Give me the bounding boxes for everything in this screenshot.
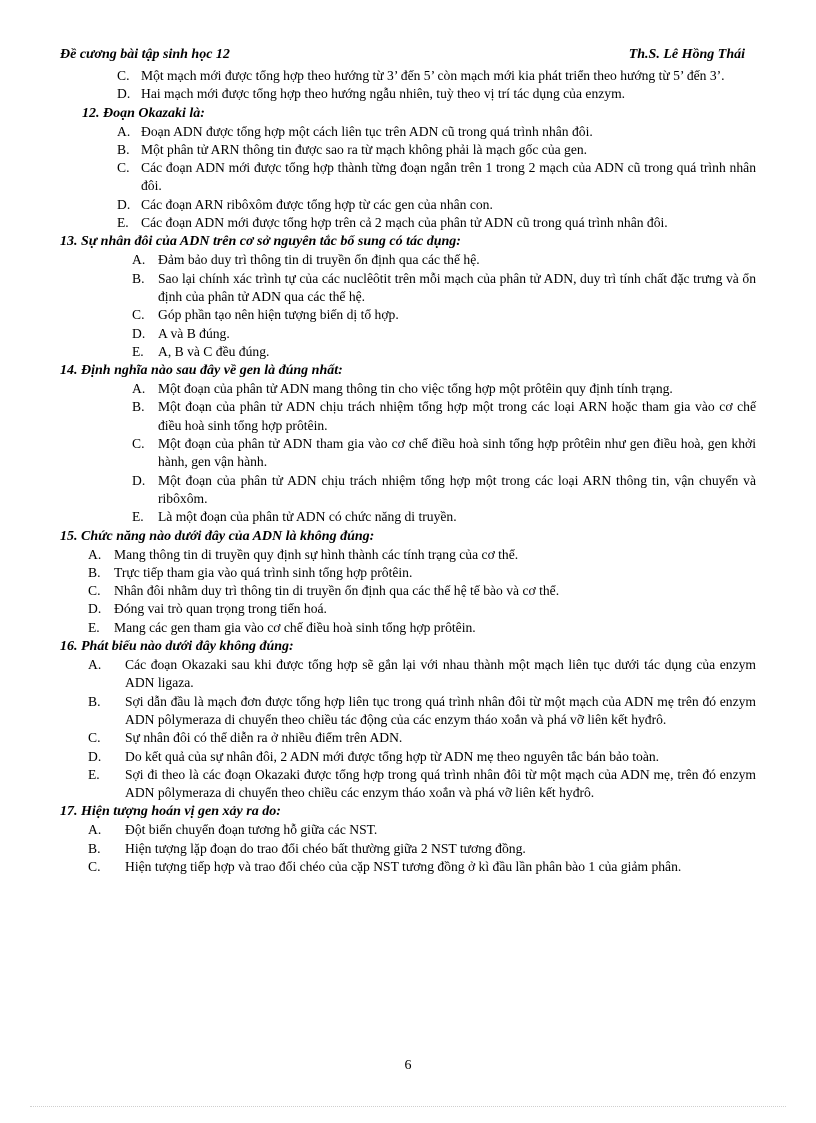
option-letter: D. xyxy=(88,748,102,764)
answer-option xyxy=(60,123,756,141)
option-text: Sợi dẫn đầu là mạch đơn được tổng hợp liên tục trong quá trình nhân đôi từ một mạch của ADN mẹ trên đó enzym ADN pôlymeraza di chuyển theo chiều tác động của các enzym tháo xoắn và phá vỡ liên kết hyđrô. xyxy=(125,693,756,727)
option-text: Trực tiếp tham gia vào quá trình sinh tổng hợp prôtêin. xyxy=(114,564,413,580)
answer-option xyxy=(60,546,756,564)
answer-option xyxy=(60,821,756,839)
option-letter: D. xyxy=(117,86,131,102)
option-text: A, B và C đều đúng. xyxy=(158,343,270,359)
answer-option xyxy=(60,325,756,343)
option-letter: E. xyxy=(88,619,100,635)
option-text: Hiện tượng lặp đoạn do trao đổi chéo bất thường giữa 2 NST tương đồng. xyxy=(125,840,526,856)
answer-option xyxy=(60,729,756,747)
option-letter: B. xyxy=(88,564,101,580)
option-letter: C. xyxy=(117,160,130,176)
question-block xyxy=(60,67,756,104)
option-text: Mang các gen tham gia vào cơ chế điều hoà sinh tổng hợp prôtêin. xyxy=(114,619,476,635)
answer-option xyxy=(60,840,756,858)
option-letter: B. xyxy=(132,399,145,415)
option-letter: C. xyxy=(88,583,101,599)
answer-option xyxy=(60,380,756,398)
answer-option xyxy=(60,251,756,269)
option-letter: C. xyxy=(88,730,101,746)
question-title: 17. Hiện tượng hoán vị gen xảy ra do: xyxy=(60,804,281,820)
option-text: Mang thông tin di truyền quy định sự hình thành các tính trạng của cơ thể. xyxy=(114,546,519,562)
question-block xyxy=(60,104,756,233)
answer-option xyxy=(60,141,756,159)
header-author: Th.S. Lê Hồng Thái xyxy=(628,47,745,62)
option-letter: E. xyxy=(132,343,144,359)
question-block xyxy=(60,361,756,526)
question-title: 12. Đoạn Okazaki là: xyxy=(82,105,205,121)
answer-option xyxy=(60,270,756,307)
option-text: Các đoạn ADN mới được tổng hợp trên cả 2 mạch của phân tử ADN cũ trong quá trình nhân đôi. xyxy=(141,215,668,231)
option-letter: E. xyxy=(117,215,129,231)
option-letter: D. xyxy=(132,472,146,488)
option-letter: A. xyxy=(88,822,102,838)
option-letter: B. xyxy=(88,693,101,709)
option-letter: C. xyxy=(132,307,145,323)
answer-option xyxy=(60,343,756,361)
option-text: Đoạn ADN được tổng hợp một cách liên tục trên ADN cũ trong quá trình nhân đôi. xyxy=(141,123,593,139)
option-text: Đột biến chuyển đoạn tương hỗ giữa các NST. xyxy=(125,822,378,838)
option-text: Hiện tượng tiếp hợp và trao đổi chéo của cặp NST tương đồng ở kì đầu lần phân bào 1 của giảm phân. xyxy=(125,858,682,874)
option-text: Nhân đôi nhằm duy trì thông tin di truyền ổn định qua các thế hệ tế bào và cơ thể. xyxy=(114,583,560,599)
option-text: Sự nhân đôi có thể diễn ra ở nhiều điểm trên ADN. xyxy=(125,730,403,746)
page-number: 6 xyxy=(404,1058,412,1073)
option-letter: C. xyxy=(88,858,101,874)
option-text: Một đoạn của phân tử ADN mang thông tin cho việc tổng hợp một prôtêin quy định tính trạng. xyxy=(158,381,673,397)
option-letter: D. xyxy=(88,601,102,617)
answer-option xyxy=(60,600,756,618)
question-title: 14. Định nghĩa nào sau đây về gen là đúng nhất: xyxy=(60,363,343,379)
answer-option xyxy=(60,766,756,803)
option-text: Một đoạn của phân tử ADN tham gia vào cơ chế điều hoà sinh tổng hợp prôtêin như gen điều hoà, gen khởi hành, gen vận hành. xyxy=(158,436,756,470)
answer-option xyxy=(60,508,756,526)
answer-option xyxy=(60,398,756,435)
question-block xyxy=(60,527,756,637)
answer-option xyxy=(60,85,756,103)
option-text: Một đoạn của phân tử ADN chịu trách nhiệm tổng hợp một trong các loại ARN thông tin, vận chuyển và ribôxôm. xyxy=(158,472,756,506)
answer-option xyxy=(60,196,756,214)
option-letter: A. xyxy=(132,252,146,268)
option-text: Góp phần tạo nên hiện tượng biến dị tổ hợp. xyxy=(158,307,399,323)
answer-option xyxy=(60,564,756,582)
question-list xyxy=(60,67,756,876)
option-text: Một đoạn của phân tử ADN chịu trách nhiệm tổng hợp một trong các loại ARN hoặc tham gia vào cơ chế điều hoà sinh tổng hợp prôtêin. xyxy=(158,399,756,433)
option-text: Một phân tử ARN thông tin được sao ra từ mạch không phải là mạch gốc của gen. xyxy=(141,141,588,157)
answer-option xyxy=(60,693,756,730)
question-title: 13. Sự nhân đôi của ADN trên cơ sở nguyên tắc bổ sung có tác dụng: xyxy=(60,234,461,250)
answer-option xyxy=(60,656,756,693)
question-block xyxy=(60,232,756,361)
option-letter: B. xyxy=(117,141,130,157)
option-text: Các đoạn ADN mới được tổng hợp thành từng đoạn ngắn trên 1 trong 2 mạch của ADN cũ trong quá trình nhân đôi. xyxy=(141,160,756,194)
option-text: Sợi đi theo là các đoạn Okazaki được tổng hợp trong quá trình nhân đôi từ một mạch của ADN mẹ, trên đó enzym ADN pôlymeraza di chuyển theo chiều các enzym tháo xoắn và phá vỡ liên kết hyđrô. xyxy=(125,766,756,801)
option-text: Đóng vai trò quan trọng trong tiến hoá. xyxy=(114,601,327,617)
answer-option xyxy=(60,214,756,232)
question-block xyxy=(60,802,756,876)
question-block xyxy=(60,637,756,802)
footer-divider xyxy=(30,1106,786,1107)
answer-option xyxy=(60,306,756,324)
option-letter: C. xyxy=(132,436,145,452)
option-text: Là một đoạn của phân tử ADN có chức năng di truyền. xyxy=(158,509,457,525)
answer-option xyxy=(60,159,756,196)
answer-option xyxy=(60,67,756,85)
option-text: Hai mạch mới được tổng hợp theo hướng ngẫu nhiên, tuỳ theo vị trí tác dụng của enzym. xyxy=(141,86,626,102)
answer-option xyxy=(60,748,756,766)
option-letter: E. xyxy=(88,766,100,782)
option-text: Đảm bảo duy trì thông tin di truyền ổn định qua các thế hệ. xyxy=(158,252,480,268)
question-title: 16. Phát biểu nào dưới đây không đúng: xyxy=(60,639,294,655)
answer-option xyxy=(60,582,756,600)
option-letter: C. xyxy=(117,68,130,83)
option-letter: B. xyxy=(88,840,101,856)
option-text: Các đoạn ARN ribôxôm được tổng hợp từ các gen của nhân con. xyxy=(141,196,493,212)
option-text: Một mạch mới được tổng hợp theo hướng từ 3’ đến 5’ còn mạch mới kia phát triển theo hướng từ 5’ đến 3’. xyxy=(141,68,725,83)
option-text: Do kết quả của sự nhân đôi, 2 ADN mới được tổng hợp từ ADN mẹ theo nguyên tắc bán bảo toàn. xyxy=(125,748,660,764)
option-letter: A. xyxy=(88,546,102,562)
option-letter: D. xyxy=(132,325,146,341)
option-letter: B. xyxy=(132,270,145,286)
answer-option xyxy=(60,858,756,876)
option-letter: A. xyxy=(117,123,131,139)
option-text: Các đoạn Okazaki sau khi được tổng hợp sẽ gắn lại với nhau thành một mạch liên tục dưới tác dụng của enzym ADN ligaza. xyxy=(125,657,756,691)
option-letter: A. xyxy=(88,657,102,673)
option-letter: A. xyxy=(132,381,146,397)
answer-option xyxy=(60,435,756,472)
option-letter: E. xyxy=(132,509,144,525)
option-text: Sao lại chính xác trình tự của các nuclêôtit trên mỗi mạch của phân tử ADN, duy trì tính chất đặc trưng và ổn định của phân tử ADN qua các thế hệ. xyxy=(158,270,756,304)
answer-option xyxy=(60,619,756,637)
option-letter: D. xyxy=(117,196,131,212)
question-title: 15. Chức năng nào dưới đây của ADN là không đúng: xyxy=(60,528,375,544)
answer-option xyxy=(60,472,756,509)
header-title: Đề cương bài tập sinh học 12 xyxy=(60,47,230,62)
option-text: A và B đúng. xyxy=(158,325,230,341)
